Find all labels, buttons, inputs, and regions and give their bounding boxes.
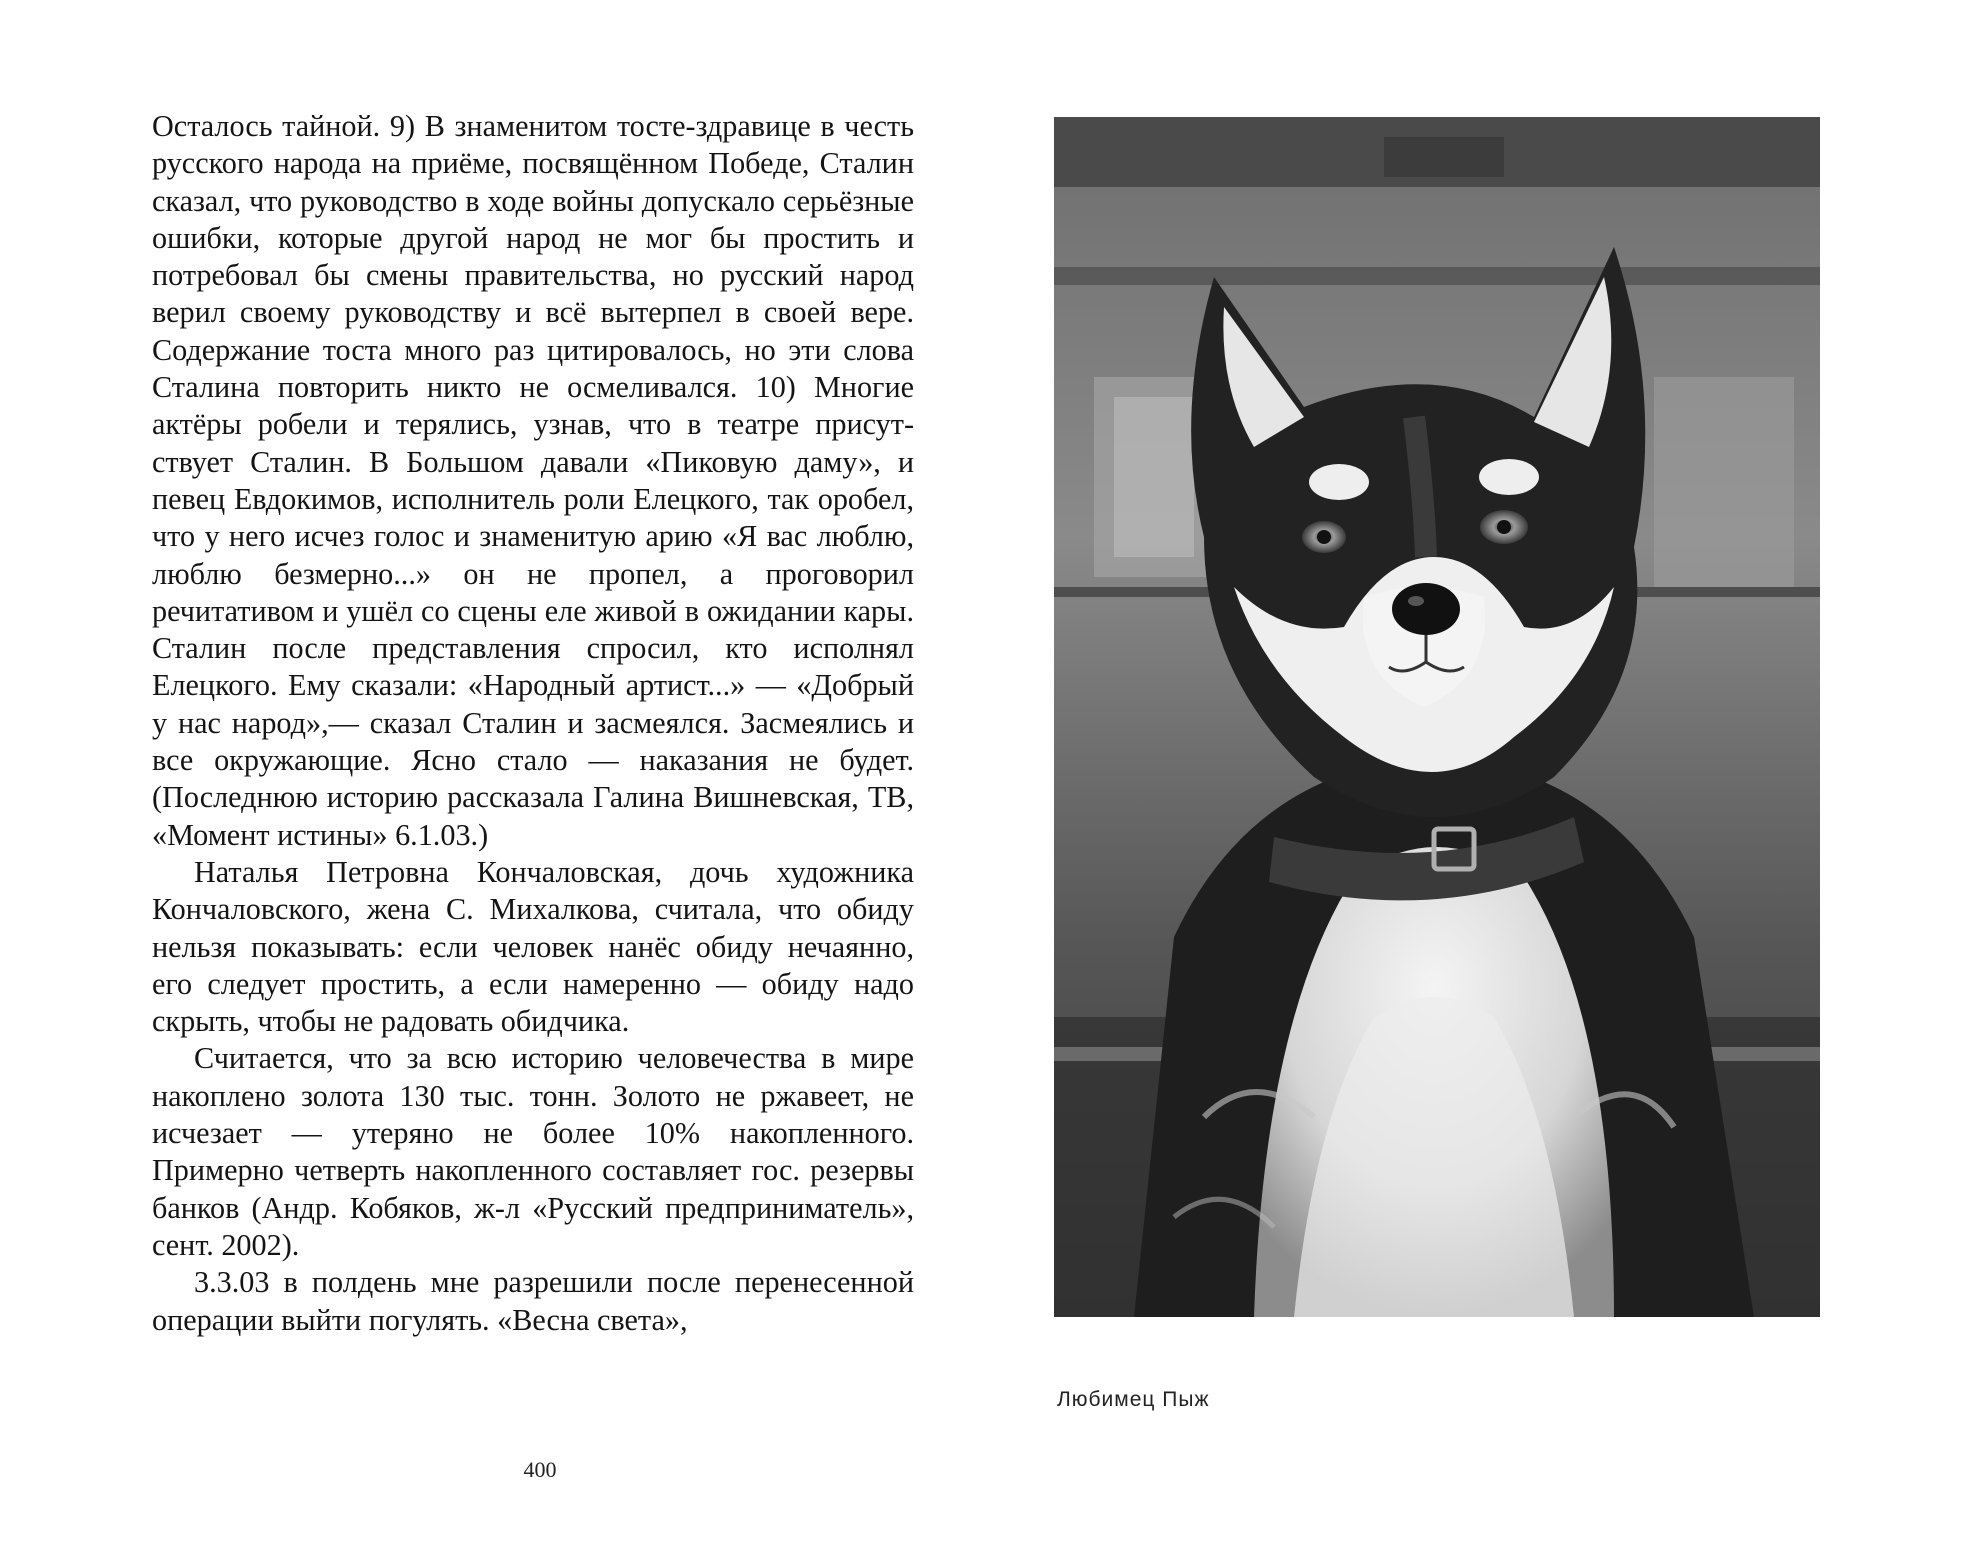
paragraph-konchalovskaya: Наталья Петровна Кончаловская, дочь художника Кончаловского, жена С. Михалкова, считала, что обиду нельзя показывать: если человек нанёс обиду нечаянно, его следует простить, а если намеренно — обиду надо скрыть, чтобы не радовать обидчика. [152,854,914,1039]
paragraph-gold-reserves: Считается, что за всю историю человечества в мире накоплено золота 130 тыс. тонн. Золото не ржавеет, не исчезает — утеряно не более 10% накопленного. Примерно четверть накопленного составляет гос. резервы банков (Андр. Кобяков, ж-л «Русский предприниматель», сент. 2002). [152,1041,914,1262]
husky-photo-illustration [1054,117,1820,1317]
body-text-column [152,108,914,1339]
photo-caption: Любимец Пыж [1057,1388,1210,1411]
page-number: 400 [523,1457,557,1482]
paragraph-stalin-anecdotes: Осталось тайной. 9) В знаменитом тосте-здравице в честь русского народа на приёме, посвящённом Победе, Сталин сказал, что руководство в ходе войны допускало серьёзные ошибки, которые другой народ не мог бы простить и потребовал бы смены правительства, но русский народ верил своему руководству и всё вытерпел в своей вере. Содержание тоста много раз цитировалось, но эти слова Сталина повторить никто не осмеливался. 10) Многие актёры робели и терялись, узнав, что в театре присутствует Сталин. В Большом давали «Пиковую даму», и певец Евдокимов, исполнитель роли Елецкого, так оробел, что у него исчез голос и знаменитую арию «Я вас люблю, люблю безмерно...» он не пропел, а проговорил речитативом и ушёл со сцены еле живой в ожидании кары. Сталин после представления спросил, кто исполнял Елецкого. Ему сказали: «Народный артист...» — «Добрый у нас народ»,— сказал Сталин и засмеялся. Засмеялись и все окружающие. Ясно стало — наказания не будет. (Последнюю историю рассказала Галина Вишневская, ТВ, «Момент истины» 6.1.03.) [152,109,914,852]
dog-photo [1054,117,1820,1317]
paragraph-walk-after-surgery: 3.3.03 в полдень мне разрешили после перенесенной операции выйти погулять. «Весна света», [152,1265,914,1337]
